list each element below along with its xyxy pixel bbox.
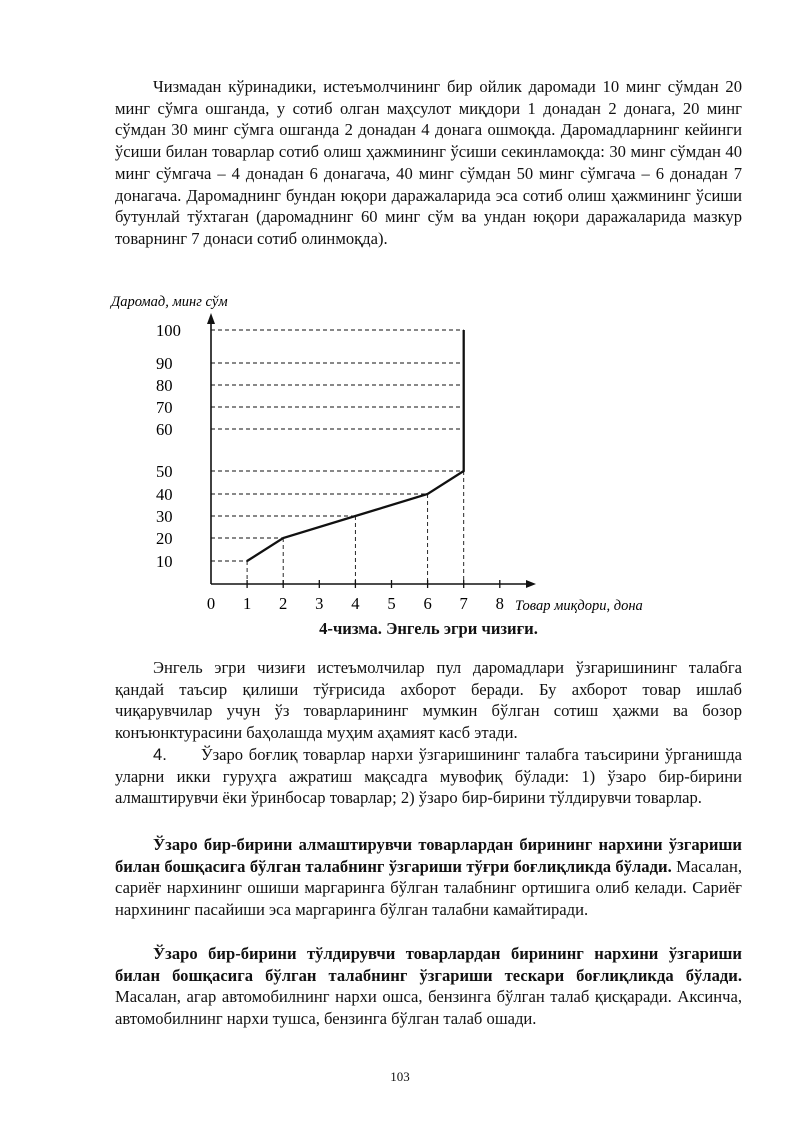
- y-tick-label-60: 60: [156, 420, 173, 439]
- paragraph-5: [115, 943, 742, 1030]
- axes: [207, 313, 536, 588]
- y-tick-label-10: 10: [156, 552, 173, 571]
- x-tick-label-5: 5: [387, 594, 396, 613]
- x-tick-label-8: 8: [495, 594, 504, 613]
- x-tick-label-1: 1: [242, 594, 252, 613]
- y-tick-label-20: 20: [156, 529, 173, 548]
- y-tick-label-30: 30: [156, 507, 173, 526]
- paragraph-3-text: Ўзаро боғлиқ товарлар нархи ўзгаришининг талабга таъсирини ўрганишда уларни икки гуруҳга ажратиш мақсадга мувофиқ бўлади: 1) ўзаро бир-бирини алмаштирувчи ёки ўринбосар товарлар; 2) ўзаро бир-бирини тўлдирувчи товарлар.: [115, 745, 742, 808]
- section-number: 4.: [153, 745, 167, 764]
- paragraph-5-text: Масалан, агар автомобилнинг нархи ошса, бензинга бўлган талаб қисқаради. Аксинча, автомобилнинг нархи тушса, бензинга бўлган талаб ошади.: [115, 987, 742, 1029]
- y-tick-label-50: 50: [156, 462, 173, 481]
- x-axis-label: Товар миқдори, дона: [515, 598, 643, 614]
- engel-curve-chart: [108, 290, 668, 615]
- page-number: 103: [390, 1069, 410, 1084]
- x-tick-label-0: 0: [206, 594, 216, 613]
- figure-caption: 4-чизма. Энгель эгри чизиғи.: [319, 619, 538, 638]
- y-axis-label: Даромад, минг сўм: [111, 294, 228, 310]
- y-axis-arrow: [207, 313, 215, 324]
- y-tick-labels: [156, 321, 181, 571]
- paragraph-2: Энгель эгри чизиғи истеъмолчилар пул даромадлари ўзгаришининг талабга қандай таъсир қилиши тўғрисида ахборот беради. Бу ахборот товар ишлаб чиқарувчилар учун ўз товарларининг мумкин бўлган сотиш ҳажми ва бозор конъюнктурасини баҳолашда муҳим аҳамият касб этади.: [115, 658, 742, 743]
- paragraph-3: [115, 744, 742, 809]
- y-tick-label-80: 80: [156, 376, 173, 395]
- paragraph-4: [115, 834, 742, 921]
- guide-lines: [211, 330, 464, 584]
- paragraph-4-text: Масалан, сариёғ нархининг ошиши маргаринга бўлган талабнинг ортишига олиб келади. Сариёғ нархининг пасайиши эса маргаринга бўлган талабни камайтиради.: [115, 856, 742, 920]
- x-tick-label-7: 7: [459, 594, 468, 613]
- x-tick-label-3: 3: [315, 594, 324, 613]
- x-tick-labels: [207, 594, 504, 613]
- x-tick-label-2: 2: [279, 594, 288, 613]
- paragraph-1: Чизмадан кўринадики, истеъмолчининг бир ойлик даромади 10 минг сўмдан 20 минг сўмга ошганда, у сотиб олган маҳсулот миқдори 1 донадан 2 донага, 20 минг сўмдан 30 минг сўмга ошганда 2 донадан 4 донага ошмоқда. Даромадларнинг кейинги ўсиши билан товарлар сотиб олиш ҳажмининг ўсиши секинламоқда: 30 минг сўмдан 40 минг сўмгача – 4 донадан 6 донагача, 40 минг сўмдан 50 минг сўмгача – 6 донадан 7 донагача. Даромаднинг бундан юқори даражаларида эса сотиб олиш ҳажмининг ўсиши бутунлай тўхтаган (даромаднинг 60 минг сўм ва ундан юқори даражаларида мазкур товарнинг 7 донаси сотиб олинмоқда).: [115, 77, 742, 248]
- x-tick-label-4: 4: [351, 594, 360, 613]
- x-axis-arrow: [526, 580, 536, 588]
- paragraph-5-bold: Ўзаро бир-бирини тўлдирувчи товарлардан бирининг нархини ўзгариши билан бошқасига бўлган талабнинг ўзгариши тескари боғлиқликда бўлади.: [115, 944, 742, 985]
- x-tick-label-6: 6: [423, 594, 432, 613]
- paragraph-4-bold: Ўзаро бир-бирини алмаштирувчи товарлардан бирининг нархини ўзгариши билан бошқасига бўлган талабнинг ўзгариши тўғри боғлиқликда бўлади.: [115, 835, 742, 876]
- y-tick-label-40: 40: [156, 485, 173, 504]
- y-tick-label-90: 90: [156, 354, 173, 373]
- y-tick-label-100: 100: [156, 321, 181, 340]
- y-tick-label-70: 70: [156, 398, 173, 417]
